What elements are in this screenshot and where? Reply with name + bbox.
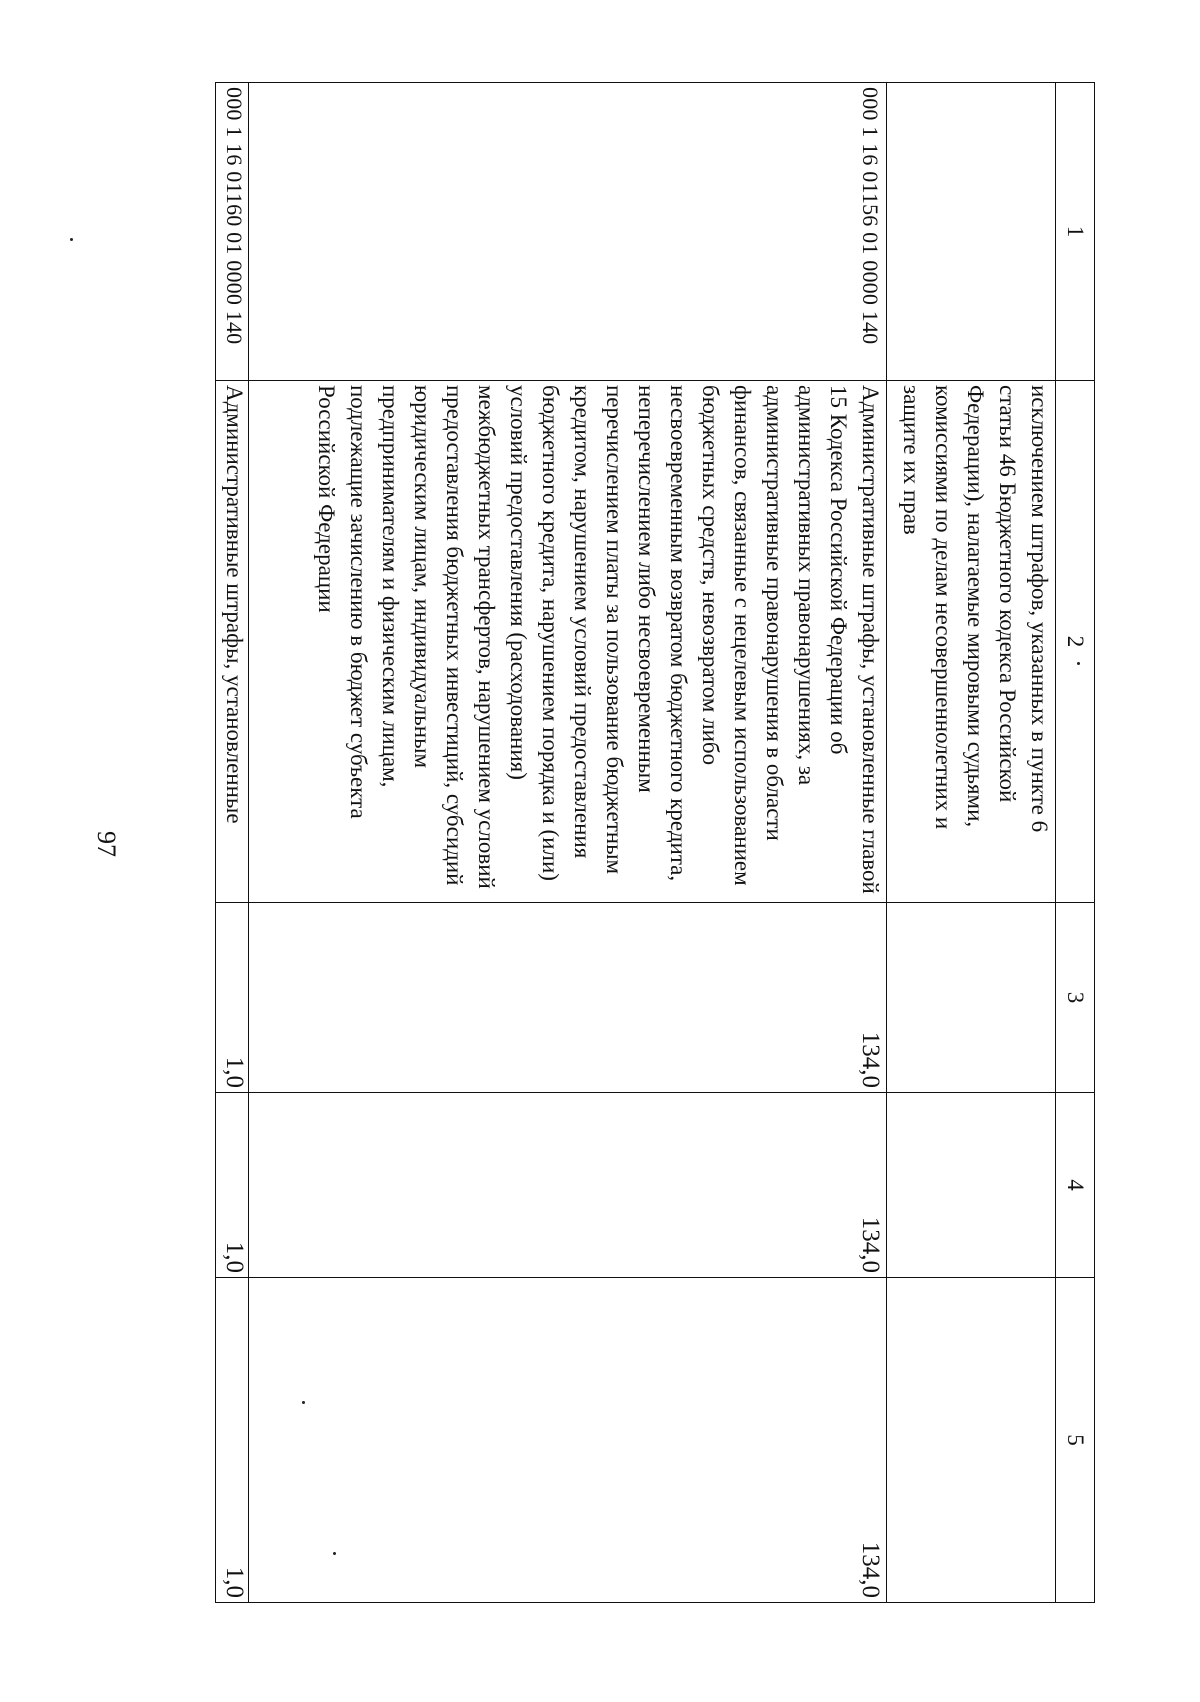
table-row <box>248 83 886 1603</box>
column-header: 5 <box>1056 1278 1095 1603</box>
amount-cell <box>886 903 1055 1093</box>
column-header: 2 <box>1056 381 1095 903</box>
budget-revenue-table <box>215 82 1095 1603</box>
budget-code-cell: 000 1 16 01156 01 0000 140 <box>248 83 886 381</box>
scan-speck <box>70 238 73 241</box>
table-header-row <box>1056 83 1095 1603</box>
amount-cell: 1,0 <box>216 903 249 1093</box>
rotated-table-sheet <box>215 82 1095 1602</box>
table-row <box>216 83 249 1603</box>
amount-cell: 1,0 <box>216 1093 249 1278</box>
budget-code-cell <box>886 83 1055 381</box>
table-row <box>886 83 1055 1603</box>
amount-cell: 134,0 <box>248 1093 886 1278</box>
amount-cell <box>886 1093 1055 1278</box>
amount-cell: 134,0 <box>248 1278 886 1603</box>
column-header: 3 <box>1056 903 1095 1093</box>
description-cell: Административные штрафы, установленные <box>216 381 249 903</box>
description-cell: исключением штрафов, указанных в пункте 6 статьи 46 Бюджетного кодекса Российской Федерации), налагаемые мировыми судьями, комиссиями по делам несовершеннолетних и защите их прав <box>886 381 1055 903</box>
amount-cell <box>886 1278 1055 1603</box>
budget-code-cell: 000 1 16 01160 01 0000 140 <box>216 83 249 381</box>
column-header: 4 <box>1056 1093 1095 1278</box>
page-number: 97 <box>92 831 121 857</box>
amount-cell: 1,0 <box>216 1278 249 1603</box>
description-cell: Административные штрафы, установленные главой 15 Кодекса Российской Федерации об административных правонарушениях, за административные правонарушения в области финансов, связанные с нецелевым использованием бюджетных средств, невозвратом либо несвоевременным возвратом бюджетного кредита, неперечислением либо несвоевременным перечислением платы за пользование бюджетным кредитом, нарушением условий предоставления бюджетного кредита, нарушением порядка и (или) условий предоставления (расходования) межбюджетных трансфертов, нарушением условий предоставления бюджетных инвестиций, субсидий юридическим лицам, индивидуальным предпринимателям и физическим лицам, подлежащие зачислению в бюджет субъекта Российской Федерации <box>248 381 886 903</box>
amount-cell: 134,0 <box>248 903 886 1093</box>
column-header: 1 <box>1056 83 1095 381</box>
